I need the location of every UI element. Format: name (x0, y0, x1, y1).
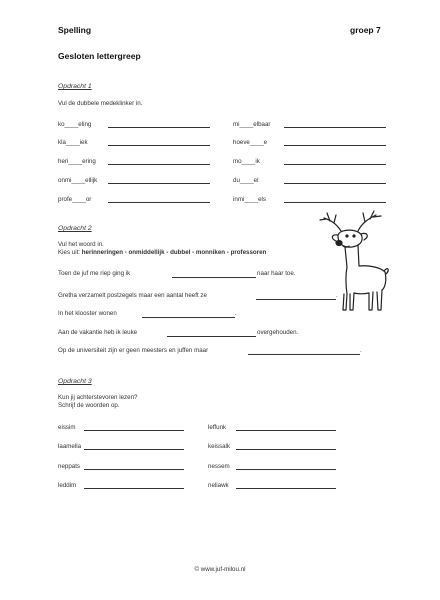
sentence-4-end: overgehouden. (257, 329, 299, 336)
answer-line[interactable] (84, 488, 184, 489)
sentence-5-end: . (360, 347, 362, 354)
exercise-1-word-left: kla____iek (58, 139, 88, 146)
reversed-word-left: neppats (58, 463, 81, 470)
answer-line[interactable] (284, 202, 386, 203)
exercise-1-word-right: mo____ik (233, 158, 260, 165)
answer-line[interactable] (108, 145, 210, 146)
answer-line[interactable] (108, 164, 210, 165)
exercise-1-word-right: mi____elbaar (233, 121, 271, 128)
reversed-word-right: neliawk (208, 482, 229, 489)
answer-line[interactable] (142, 317, 235, 318)
sentence-3-start: In het klooster wonen (58, 310, 117, 317)
answer-line[interactable] (108, 202, 210, 203)
reindeer-drawing (318, 210, 392, 322)
exercise-1-word-left: ko____eling (58, 121, 92, 128)
exercise-2-instruction: Vul het woord in. (58, 241, 104, 248)
sentence-1-end: naar haar toe. (257, 270, 296, 277)
answer-line[interactable] (84, 430, 184, 431)
exercise-2-choices: Kies uit: herinneringen - onmiddellijk - dubbel - monniken - professoren (58, 249, 267, 256)
sentence-1-start: Toen de juf me riep ging ik (58, 270, 131, 277)
exercise-1-word-right: hoeve____e (233, 139, 268, 146)
exercise-1-instruction: Vul de dubbele medeklinker in. (58, 100, 143, 107)
exercise-1-word-right: inmi____els (233, 196, 267, 203)
answer-line[interactable] (236, 469, 336, 470)
exercise-1-word-left: onmi____ellijk (58, 177, 98, 184)
reversed-word-left: leddim (58, 482, 77, 489)
answer-line[interactable] (284, 145, 386, 146)
topic-title: Gesloten lettergreep (58, 51, 141, 61)
exercise-2-title: Opdracht 2 (58, 225, 92, 232)
exercise-1-word-left: heri____ering (58, 158, 96, 165)
exercise-1-word-right: du____el (233, 177, 259, 184)
answer-line[interactable] (167, 336, 256, 337)
exercise-1-title: Opdracht 1 (58, 83, 92, 90)
reversed-word-left: eissim (58, 424, 76, 431)
exercise-3-instruction-2: Schrijf de woorden op. (58, 402, 120, 409)
exercise-3-title: Opdracht 3 (58, 378, 92, 385)
answer-line[interactable] (236, 449, 336, 450)
answer-line[interactable] (248, 354, 360, 355)
answer-line[interactable] (284, 127, 386, 128)
answer-line[interactable] (84, 469, 184, 470)
answer-line[interactable] (236, 488, 336, 489)
reversed-word-right: leffunk (208, 424, 227, 431)
reversed-word-right: keissalk (208, 443, 231, 450)
group-label: groep 7 (350, 25, 381, 35)
sentence-4-start: Aan de vakantie heb ik leuke (58, 329, 138, 336)
answer-line[interactable] (284, 183, 386, 184)
answer-line[interactable] (108, 127, 210, 128)
answer-line[interactable] (172, 277, 256, 278)
reversed-word-left: laamella (58, 443, 82, 450)
footer-copyright: © www.juf-milou.nl (194, 566, 246, 573)
answer-line[interactable] (284, 164, 386, 165)
sentence-3-end: . (235, 310, 237, 317)
exercise-3-instruction-1: Kun jij achterstevoren lezen? (58, 394, 138, 401)
sentence-5-start: Op de universiteit zijn er geen meesters en juffen maar (58, 347, 209, 354)
sentence-2-end: . (336, 292, 338, 299)
answer-line[interactable] (84, 449, 184, 450)
reversed-word-right: nessem (208, 463, 230, 470)
exercise-1-word-left: profe____or (58, 196, 92, 203)
answer-line[interactable] (108, 183, 210, 184)
answer-line[interactable] (236, 430, 336, 431)
subject-title: Spelling (58, 25, 92, 35)
sentence-2-start: Gretha verzamelt postzegels maar een aantal heeft ze (58, 292, 207, 299)
